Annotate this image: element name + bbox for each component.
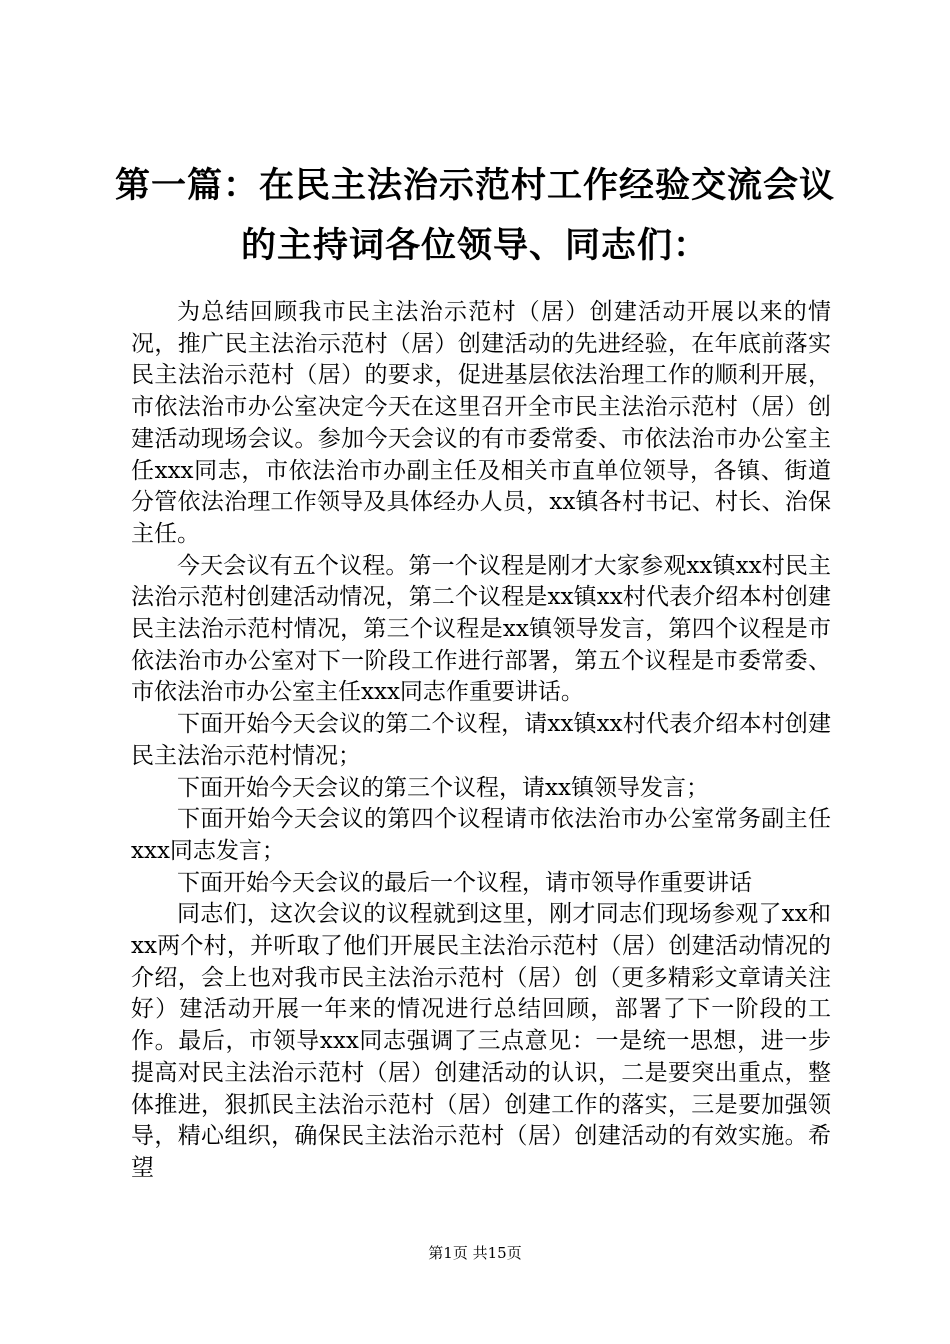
paragraph-intro: 为总结回顾我市民主法治示范村（居）创建活动开展以来的情况，推广民主法治示范村（居）创建活动的先进经验，在年底前落实民主法治示范村（居）的要求，促进基层依法治理工作的顺利开展，市依法治市办公室决定今天在这里召开全市民主法治示范村（居）创建活动现场会议。参加今天会议的有市委常委、市依法治市办公室主任xxx同志，市依法治市办副主任及相关市直单位领导，各镇、街道分管依法治理工作领导及具体经办人员，xx镇各村书记、村长、治保主任。 xyxy=(131,299,831,547)
paragraph-summary: 同志们，这次会议的议程就到这里，刚才同志们现场参观了xx和xx两个村，并听取了他们开展民主法治示范村（居）创建活动情况的介绍，会上也对我市民主法治示范村（居）创（更多精彩文章请关注好）建活动开展一年来的情况进行总结回顾，部署了下一阶段的工作。最后，市领导xxx同志强调了三点意见：一是统一思想，进一步提高对民主法治示范村（居）创建活动的认识，二是要突出重点，整体推进，狠抓民主法治示范村（居）创建工作的落实，三是要加强领导，精心组织，确保民主法治示范村（居）创建活动的有效实施。希望 xyxy=(131,901,831,1181)
paragraph-agenda-item-2: 下面开始今天会议的第二个议程，请xx镇xx村代表介绍本村创建民主法治示范村情况； xyxy=(131,711,831,769)
document-title-line-1: 第一篇：在民主法治示范村工作经验交流会议 xyxy=(115,165,836,206)
paragraph-agenda: 今天会议有五个议程。第一个议程是刚才大家参观xx镇xx村民主法治示范村创建活动情况，第二个议程是xx镇xx村代表介绍本村创建民主法治示范村情况，第三个议程是xx镇领导发言，第四个议程是市依法治市办公室对下一阶段工作进行部署，第五个议程是市委常委、市依法治市办公室主任xxx同志作重要讲话。 xyxy=(131,552,831,706)
document-title-line-2: 的主持词各位领导、同志们： xyxy=(240,225,709,266)
paragraph-agenda-item-4: 下面开始今天会议的第四个议程请市依法治市办公室常务副主任xxx同志发言； xyxy=(131,806,831,864)
paragraph-agenda-item-5: 下面开始今天会议的最后一个议程，请市领导作重要讲话 xyxy=(177,869,752,896)
paragraph-agenda-item-3: 下面开始今天会议的第三个议程，请xx镇领导发言； xyxy=(177,774,709,801)
document-body xyxy=(131,297,831,1185)
page-footer: 第1页 共15页 xyxy=(428,1244,522,1262)
